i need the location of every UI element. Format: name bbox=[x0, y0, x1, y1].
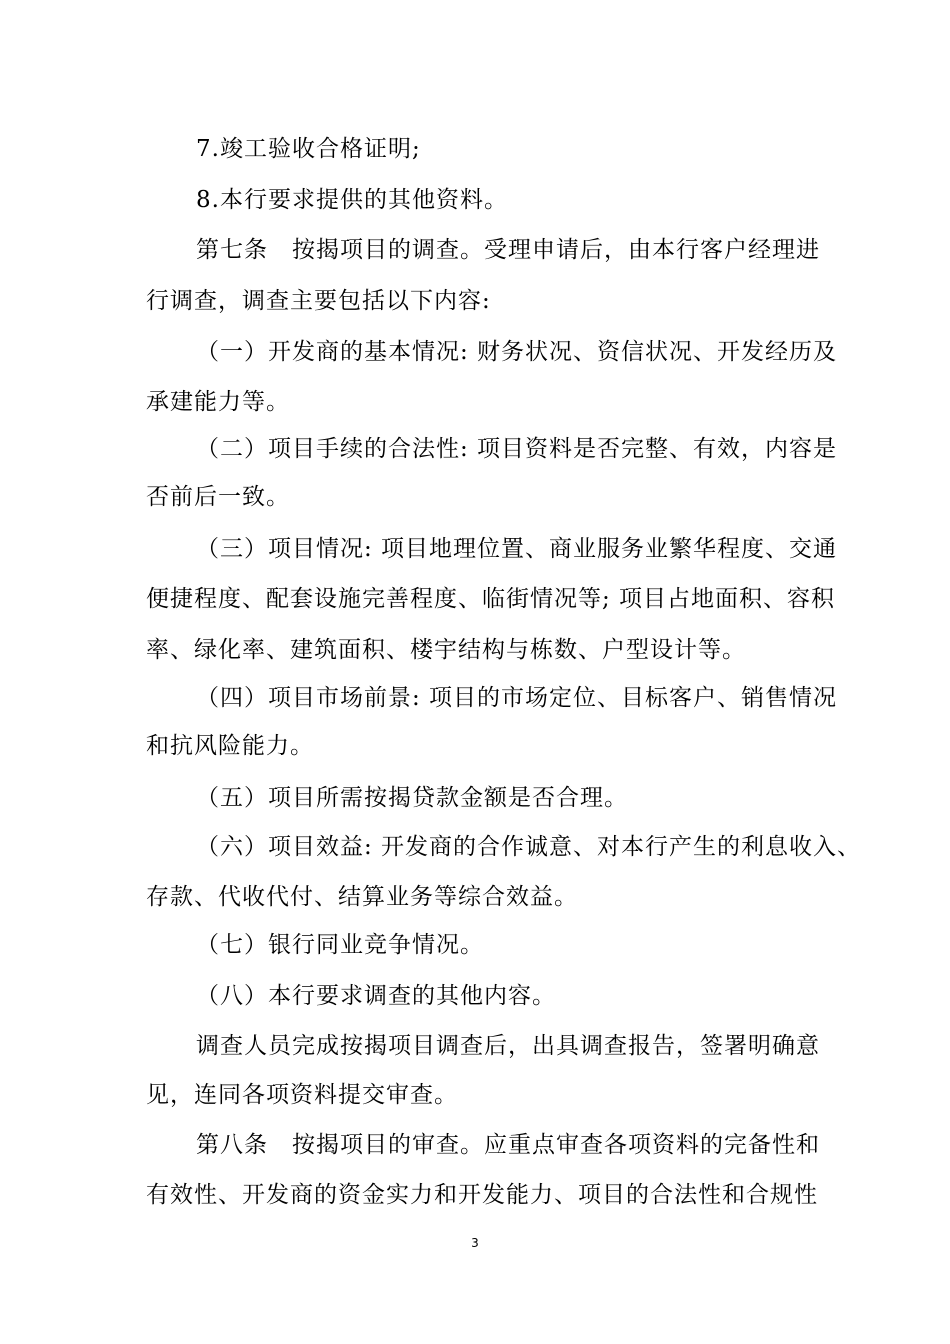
text-line: （三）项目情况: 项目地理位置、商业服务业繁华程度、交通 bbox=[196, 536, 838, 562]
text-line: 便捷程度、配套设施完善程度、临街情况等; 项目占地面积、容积 bbox=[146, 586, 836, 612]
text-line: （二）项目手续的合法性: 项目资料是否完整、有效，内容是 bbox=[196, 436, 838, 462]
text-line: 见，连同各项资料提交审查。 bbox=[146, 1082, 458, 1108]
text-line: （七）银行同业竞争情况。 bbox=[196, 932, 484, 958]
text-line: （一）开发商的基本情况: 财务状况、资信状况、开发经历及 bbox=[196, 339, 838, 365]
text-line: 7.竣工验收合格证明; bbox=[196, 136, 421, 162]
text-line: （五）项目所需按揭贷款金额是否合理。 bbox=[196, 785, 628, 811]
text-line: 率、绿化率、建筑面积、楼宇结构与栋数、户型设计等。 bbox=[146, 637, 746, 663]
text-line: 和抗风险能力。 bbox=[146, 733, 314, 759]
text-line: 有效性、开发商的资金实力和开发能力、项目的合法性和合规性 bbox=[146, 1182, 818, 1208]
text-line: 存款、代收代付、结算业务等综合效益。 bbox=[146, 884, 578, 910]
text-line: 8.本行要求提供的其他资料。 bbox=[196, 187, 508, 213]
text-line: 承建能力等。 bbox=[146, 389, 290, 415]
text-line: （六）项目效益: 开发商的合作诚意、对本行产生的利息收入、 bbox=[196, 834, 862, 860]
text-line: （八）本行要求调查的其他内容。 bbox=[196, 983, 556, 1009]
page-number: 3 bbox=[471, 1236, 479, 1250]
text-line: 行调查，调查主要包括以下内容: bbox=[146, 288, 491, 314]
text-line: （四）项目市场前景: 项目的市场定位、目标客户、销售情况 bbox=[196, 685, 838, 711]
text-line: 第七条 按揭项目的调查。受理申请后，由本行客户经理进 bbox=[196, 237, 820, 263]
text-line: 否前后一致。 bbox=[146, 484, 290, 510]
text-line: 第八条 按揭项目的审查。应重点审查各项资料的完备性和 bbox=[196, 1132, 820, 1158]
text-line: 调查人员完成按揭项目调查后，出具调查报告，签署明确意 bbox=[196, 1033, 820, 1059]
